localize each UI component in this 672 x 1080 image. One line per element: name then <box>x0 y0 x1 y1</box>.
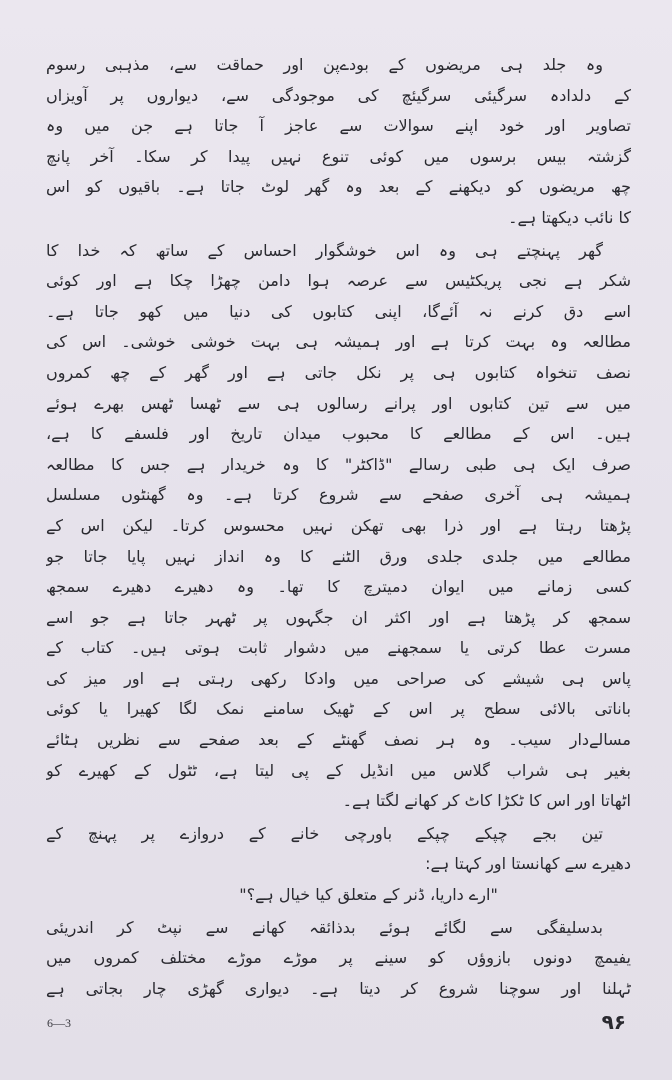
text-line: بدسلیقگی سے لگائے ہوئے بدذائقہ کھانے سے نپٹ کر اندریئی <box>46 917 603 937</box>
text-line: کے دلدادہ سرگیئی سرگیئچ کی موجودگی سے، دیواروں پر آویزاں <box>46 85 631 105</box>
text-line: بغیر ہی شراب گلاس میں انڈیل کے پی لیتا ہے، ٹٹول کے کھیرے کو <box>46 760 631 780</box>
text-line: گزشتہ بیس برسوں میں کوئی تنوع نہیں پیدا کر سکا۔ آخر پانچ <box>46 146 631 166</box>
text-line: نصف تنخواہ کتابوں ہی پر نکل جاتی ہے اور گھر کے چھ کمروں <box>46 362 631 382</box>
page-number: ۹۶ <box>601 1010 626 1034</box>
text-line: گھر پہنچتے ہی وہ اس خوشگوار احساس کے ساتھ کہ خدا کا <box>46 240 603 260</box>
text-line: مطالعہ وہ بہت کرتا ہے اور ہمیشہ ہی بہت خوشی خوشی۔ اس کی <box>46 332 631 352</box>
dialogue-quote: "ارے داریا، ڈنر کے متعلق کیا خیال ہے؟" <box>239 885 498 905</box>
printer-signature: 6—3 <box>47 1016 71 1030</box>
text-line: سمجھ کر پڑھتا ہے اور اکثر ان جگہوں پر ٹھہر جاتا ہے جو اسے <box>46 607 631 627</box>
text-line: مسالےدار سیب۔ وہ ہر نصف گھنٹے کے بعد صفحے سے نظریں ہٹائے <box>46 730 631 750</box>
text-line: وہ جلد ہی مریضوں کے بودےپن اور حماقت سے، مذہبی رسوم <box>46 55 603 74</box>
text-line: کا نائب دیکھتا ہے۔ <box>508 207 631 227</box>
text-line: یفیمچ دونوں بازوؤں کو سینے پر موڑے موڑے مختلف کمروں میں <box>46 948 631 968</box>
text-line: چھ مریضوں کو دیکھنے کے بعد وہ گھر لوٹ جاتا ہے۔ باقیوں کو اس <box>46 177 631 197</box>
text-line: پڑھتا رہتا ہے اور ذرا بھی تھکن نہیں محسوس کرتا۔ لیکن اس کے <box>46 515 631 535</box>
text-line: پاس ہی شیشے کی صراحی میں وادکا رکھی رہتی ہے اور میز کی <box>46 668 631 688</box>
text-line: تین بجے چپکے چپکے باورچی خانے کے دروازے پر پہنچ کے <box>46 823 603 843</box>
text-line: اٹھاتا اور اس کا ٹکڑا کاٹ کر کھانے لگتا ہے۔ <box>342 791 631 811</box>
text-line: میں سے تین کتابوں اور پرانے رسالوں ہی سے ٹھسا ٹھس بھرے ہوئے <box>46 393 631 413</box>
text-line: مطالعے میں جلدی جلدی ورق الٹنے کا وہ انداز نہیں پایا جاتا جو <box>46 546 631 566</box>
text-line: صرف ایک ہی طبی رسالے "ڈاکٹر" کا وہ خریدار ہے جس کا مطالعہ <box>46 454 631 474</box>
text-line: دھیرے سے کھانستا اور کہتا ہے: <box>425 854 631 874</box>
text-line: اسے دق کرنے نہ آئےگا، اپنی کتابوں کی دنیا میں کھو جاتا ہے۔ <box>46 301 631 321</box>
text-line: ہیں۔ اس کے مطالعے کا محبوب میدان تاریخ اور فلسفے کا ہے، <box>46 424 631 444</box>
text-line: تصاویر اور خود اپنے سوالات سے عاجز آ جاتا ہے جن میں وہ <box>46 116 631 136</box>
text-line: باناتی بالائی سطح پر اس کے ٹھیک سامنے نمک لگا کھیرا یا کوئی <box>46 699 631 719</box>
text-line: مسرت عطا کرتی یا سمجھنے میں دشوار ثابت ہوتی ہیں۔ کتاب کے <box>46 638 631 658</box>
text-line: ٹہلنا اور سوچنا شروع کر دیتا ہے۔ دیواری گھڑی چار بجاتی ہے <box>46 978 631 998</box>
body-text <box>46 50 631 1004</box>
text-line: ہمیشہ ہی آخری صفحے سے شروع کرتا ہے۔ وہ گھنٹوں مسلسل <box>46 485 631 505</box>
text-line: کسی زمانے میں ایوان دمیترچ کا تھا۔ وہ دھیرے دھیرے سمجھ <box>46 577 631 597</box>
text-line: شکر ہے نجی پریکٹیس سے عرصہ ہوا دامن چھڑا چکا ہے اور کوئی <box>46 271 631 291</box>
